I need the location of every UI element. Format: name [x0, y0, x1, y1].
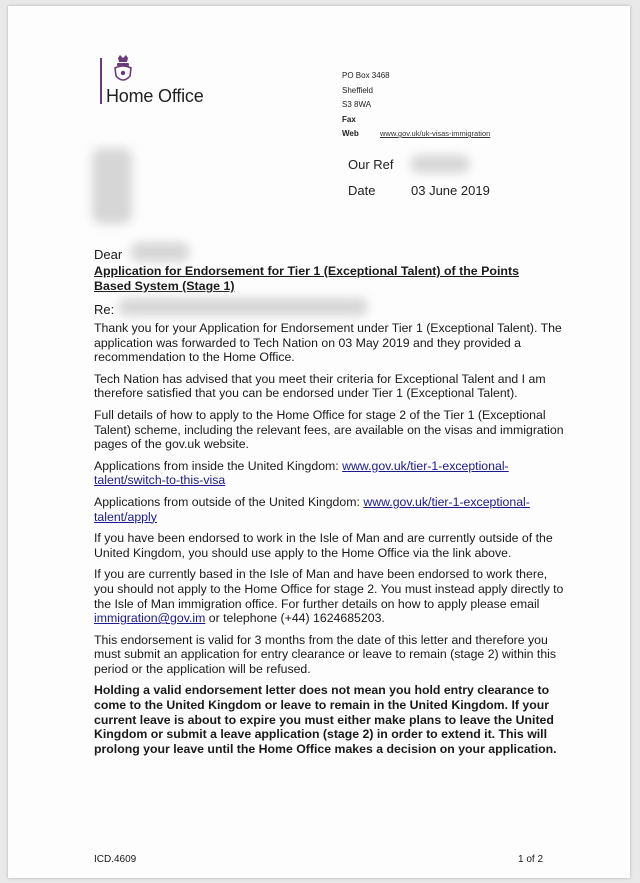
our-ref-label: Our Ref [348, 157, 394, 172]
outside-uk-link[interactable]: www.gov.uk/tier-1-exceptional-talent/apply [94, 494, 530, 524]
salutation: Dear [94, 247, 123, 262]
letter-title: Application for Endorsement for Tier 1 (Exceptional Talent) of the Points Based System (Stage 1) [94, 264, 519, 293]
re-label: Re: [94, 302, 115, 317]
paragraph: Full details of how to apply to the Home Office for stage 2 of the Tier 1 (Exceptional Talent) scheme, including the relevant fees, are available on the visas and immigration pages of the gov.uk website. [94, 407, 564, 452]
paragraph: Thank you for your Application for Endorsement under Tier 1 (Exceptional Talent). The application was forwarded to Tech Nation on 03 May 2019 and they provided a recommendation to the Home Office. [94, 321, 562, 365]
redacted-subject [118, 298, 368, 316]
date-label: Date [348, 183, 376, 198]
address-line: S3 8WA [342, 100, 372, 109]
email-link[interactable]: immigration@gov.im [94, 611, 206, 626]
inside-uk-link[interactable]: www.gov.uk/tier-1-exceptional-talent/switch-to-this-visa [94, 458, 509, 488]
address-line: PO Box 3468 [342, 71, 390, 80]
footer-code: ICD.4609 [94, 854, 137, 865]
fax-label: Fax [342, 114, 356, 124]
address-block [342, 69, 490, 142]
redacted-name [130, 242, 190, 262]
paragraph: Tech Nation has advised that you meet their criteria for Exceptional Talent and I am therefore satisfied that you can be endorsed under Tier 1 (Exceptional Talent). [94, 371, 546, 401]
address-line: Sheffield [342, 85, 373, 95]
letter-body [94, 321, 568, 763]
page-number: 1 of 2 [518, 854, 544, 865]
our-ref-row [348, 157, 394, 172]
date-row [348, 183, 490, 198]
web-link[interactable]: www.gov.uk/uk-visas-immigration [380, 129, 491, 138]
redacted-recipient-address [92, 148, 132, 224]
org-name: Home Office [106, 86, 204, 106]
paragraph-outside-uk: Applications from outside of the United Kingdom: www.gov.uk/tier-1-exceptional-talent/apply [94, 494, 530, 524]
paragraph: If you have been endorsed to work in the Isle of Man and are currently outside of the United Kingdom, you should use apply to the Home Office via the link above. [94, 531, 553, 560]
royal-crest-icon [112, 54, 134, 86]
logo-bar [100, 58, 102, 104]
date-value: 03 June 2019 [411, 183, 490, 198]
paragraph-inside-uk: Applications from inside the United Kingdom: www.gov.uk/tier-1-exceptional-talent/switch-to-this-visa [94, 458, 509, 488]
web-label: Web [342, 129, 359, 138]
paragraph: This endorsement is valid for 3 months from the date of this letter and therefore you must submit an application for entry clearance or leave to remain (stage 2) within this period or the application will be refused. [94, 632, 557, 676]
bold-notice: Holding a valid endorsement letter does not mean you hold entry clearance to come to the United Kingdom or leave to remain in the United Kingdom. If your current leave is about to expire you must either make plans to leave the United Kingdom or submit a leave application (stage 2) in order to extend it. This will prolong your leave until the Home Office makes a decision on your application. [94, 683, 557, 756]
letter-page [8, 6, 630, 878]
paragraph-isle-of-man: If you are currently based in the Isle of Man and have been endorsed to work there, you should not apply to the Home Office for stage 2. You must instead apply directly to the Isle of Man immigration office. For further details on how to apply please email immigration@gov.im or telephone (+44) 1624685203. [94, 567, 564, 626]
redacted-ref [410, 155, 470, 173]
